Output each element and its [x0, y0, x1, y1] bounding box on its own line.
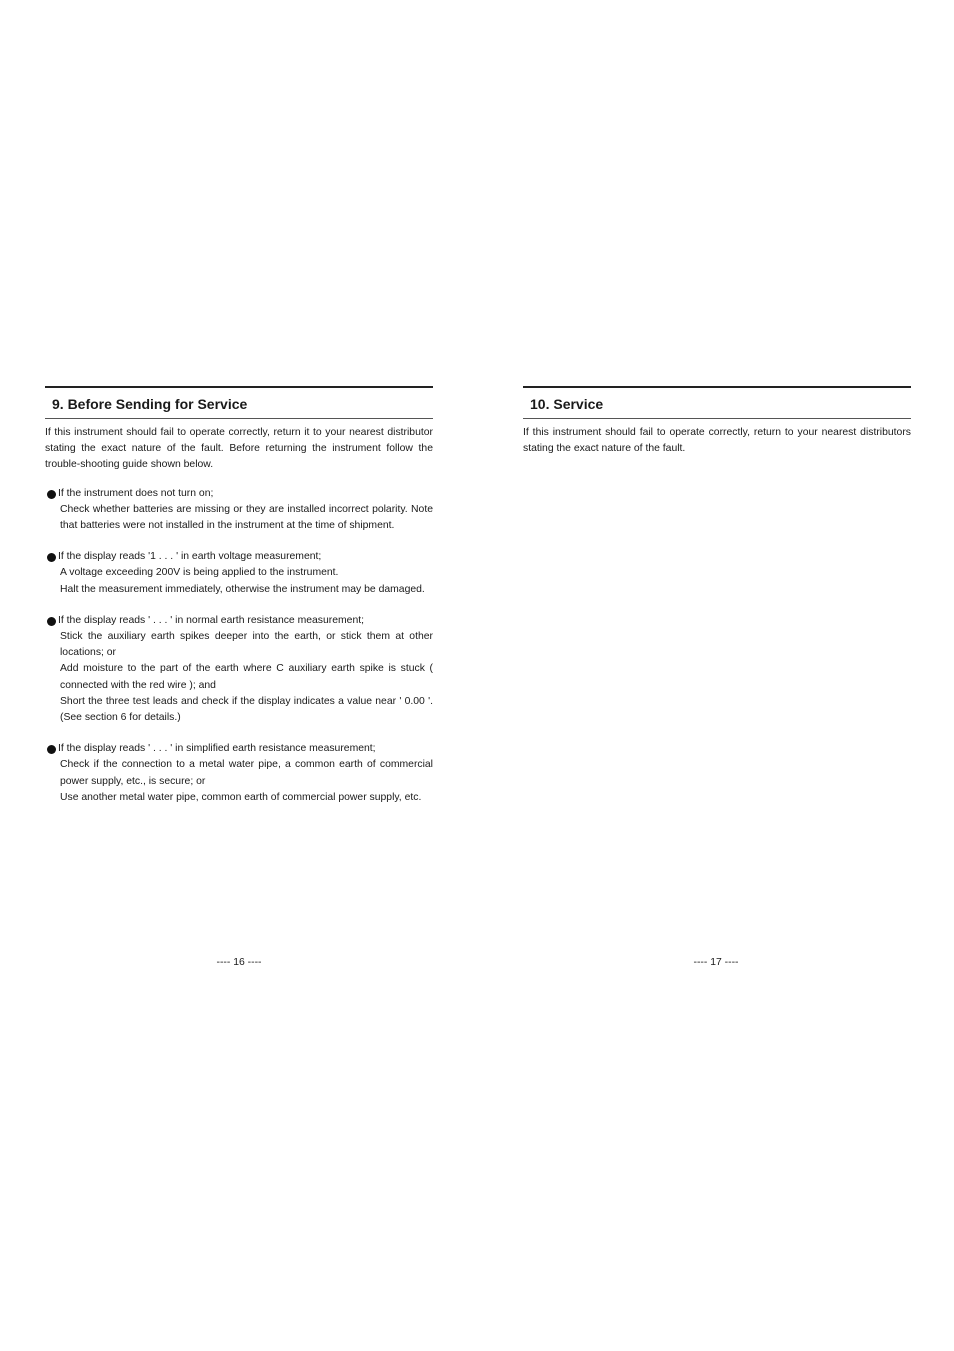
item-text: Check if the connection to a metal water pipe, a common earth of commercial power supply, etc., is secure; or	[60, 759, 433, 787]
item-text: Use another metal water pipe, common earth of commercial power supply, etc.	[60, 791, 422, 803]
troubleshoot-item	[45, 549, 433, 598]
heading-bottom-rule	[523, 418, 911, 419]
left-page	[45, 386, 433, 821]
page-number: ---- 17 ----	[693, 957, 739, 968]
intro-paragraph: If this instrument should fail to operate correctly, return to your nearest distributors stating the exact nature of the fault.	[523, 427, 911, 455]
troubleshoot-item	[45, 613, 433, 726]
section-heading: 9. Before Sending for Service	[52, 396, 248, 412]
troubleshoot-item	[45, 486, 433, 535]
item-text: Halt the measurement immediately, otherwise the instrument may be damaged.	[60, 583, 425, 595]
item-text: Add moisture to the part of the earth where C auxiliary earth spike is stuck ( connected with the red wire ); and	[60, 663, 433, 691]
item-text: Short the three test leads and check if the display indicates a value near ' 0.00 '. (See section 6 for details.)	[60, 695, 433, 724]
item-title: If the instrument does not turn on;	[58, 487, 214, 499]
heading-bottom-rule	[45, 418, 433, 419]
bullet-icon	[47, 617, 56, 626]
troubleshoot-item	[45, 741, 433, 806]
intro-paragraph: If this instrument should fail to operate correctly, return it to your nearest distributor stating the exact nature of the fault. Before returning the instrument follow the trouble-shooting guide shown below.	[45, 427, 433, 471]
bullet-icon	[47, 490, 56, 499]
item-title: If the display reads ' . . . ' in normal earth resistance measurement;	[58, 614, 365, 626]
item-text: Stick the auxiliary earth spikes deeper into the earth, or stick them at other locations; or	[60, 631, 433, 659]
item-text: A voltage exceeding 200V is being applied to the instrument.	[60, 567, 339, 579]
right-page	[523, 386, 911, 469]
bullet-icon	[47, 745, 56, 754]
item-title: If the display reads '1 . . . ' in earth voltage measurement;	[58, 551, 322, 563]
item-text: Check whether batteries are missing or they are installed incorrect polarity. Note that batteries were not installed in the instrument at the time of shipment.	[60, 503, 433, 532]
section-heading: 10. Service	[530, 396, 604, 412]
item-title: If the display reads ' . . . ' in simplified earth resistance measurement;	[58, 743, 376, 755]
page-number: ---- 16 ----	[216, 957, 262, 968]
bullet-icon	[47, 553, 56, 562]
